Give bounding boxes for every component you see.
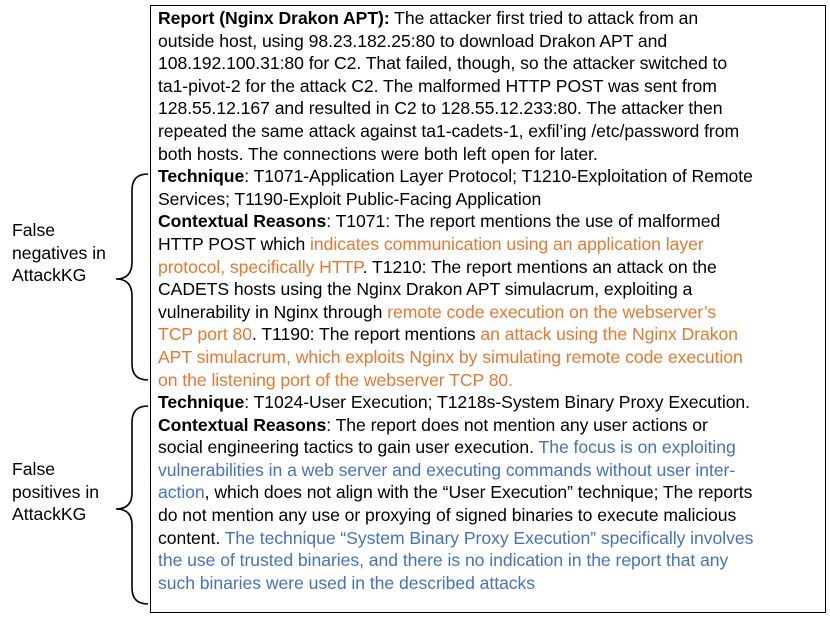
fp-reasons-line: Contextual Reasons: The report does not mention any user actions or xyxy=(158,414,708,435)
fn-reasons-line: protocol, specifically HTTP. T1210: The report mentions an attack on the xyxy=(158,256,717,277)
report-line: Report (Nginx Drakon APT): The attacker first tried to attack from an xyxy=(158,8,699,28)
report-line: both hosts. The connections were both left open for later. xyxy=(158,143,598,164)
fn-reasons-line: HTTP POST which indicates communication using an application layer xyxy=(158,233,704,254)
report-label: Report (Nginx Drakon APT): xyxy=(158,8,390,28)
fp-reasons-line: social engineering tactics to gain user execution. The focus is on exploiting xyxy=(158,437,736,458)
false-negatives-label: False negatives in AttackKG xyxy=(12,220,106,286)
fp-reasons-line: vulnerabilities in a web server and executing commands without user inter- xyxy=(158,459,736,480)
fn-reasons-line: APT simulacrum, which exploits Nginx by simulating remote code execution xyxy=(158,346,743,367)
fn-technique-line: Services; T1190-Exploit Public-Facing Application xyxy=(158,188,542,209)
false-positives-label: False positives in AttackKG xyxy=(12,459,100,525)
fp-reasons-line: such binaries were used in the described attacks xyxy=(158,572,536,593)
fp-reasons-line: the use of trusted binaries, and there is no indication in the report that any xyxy=(158,550,729,571)
report-line: 128.55.12.167 and resulted in C2 to 128.55.12.233:80. The attacker then xyxy=(158,98,723,119)
fn-reasons-line: CADETS hosts using the Nginx Drakon APT simulacrum, exploiting a xyxy=(158,279,693,300)
fn-reasons-line: TCP port 80. T1190: The report mentions an attack using the Nginx Drakon xyxy=(158,324,738,345)
report-content xyxy=(158,7,826,594)
fn-reasons-line: on the listening port of the webserver TCP 80. xyxy=(158,369,513,390)
report-line: outside host, using 98.23.182.25:80 to download Drakon APT and xyxy=(158,30,668,51)
fp-reasons-line: action, which does not align with the “User Execution” technique; The reports xyxy=(158,482,753,503)
report-line: 108.192.100.31:80 for C2. That failed, though, so the attacker switched to xyxy=(158,53,728,74)
false-positives-brace xyxy=(116,406,148,604)
report-line: ta1-pivot-2 for the attack C2. The malformed HTTP POST was sent from xyxy=(158,75,717,96)
fn-technique-line: Technique: T1071-Application Layer Protocol; T1210-Exploitation of Remote xyxy=(158,166,753,187)
fp-reasons-line: content. The technique “System Binary Proxy Execution” specifically involves xyxy=(158,527,754,548)
false-negatives-brace xyxy=(116,174,148,380)
fn-reasons-line: vulnerability in Nginx through remote code execution on the webserver’s xyxy=(158,301,717,322)
fp-technique-line: Technique: T1024-User Execution; T1218s-System Binary Proxy Execution. xyxy=(158,392,751,413)
report-line: repeated the same attack against ta1-cadets-1, exfil’ing /etc/password from xyxy=(158,120,740,141)
fn-reasons-line: Contextual Reasons: T1071: The report mentions the use of malformed xyxy=(158,211,721,232)
fp-reasons-line: do not mention any use or proxying of signed binaries to execute malicious xyxy=(158,505,737,526)
